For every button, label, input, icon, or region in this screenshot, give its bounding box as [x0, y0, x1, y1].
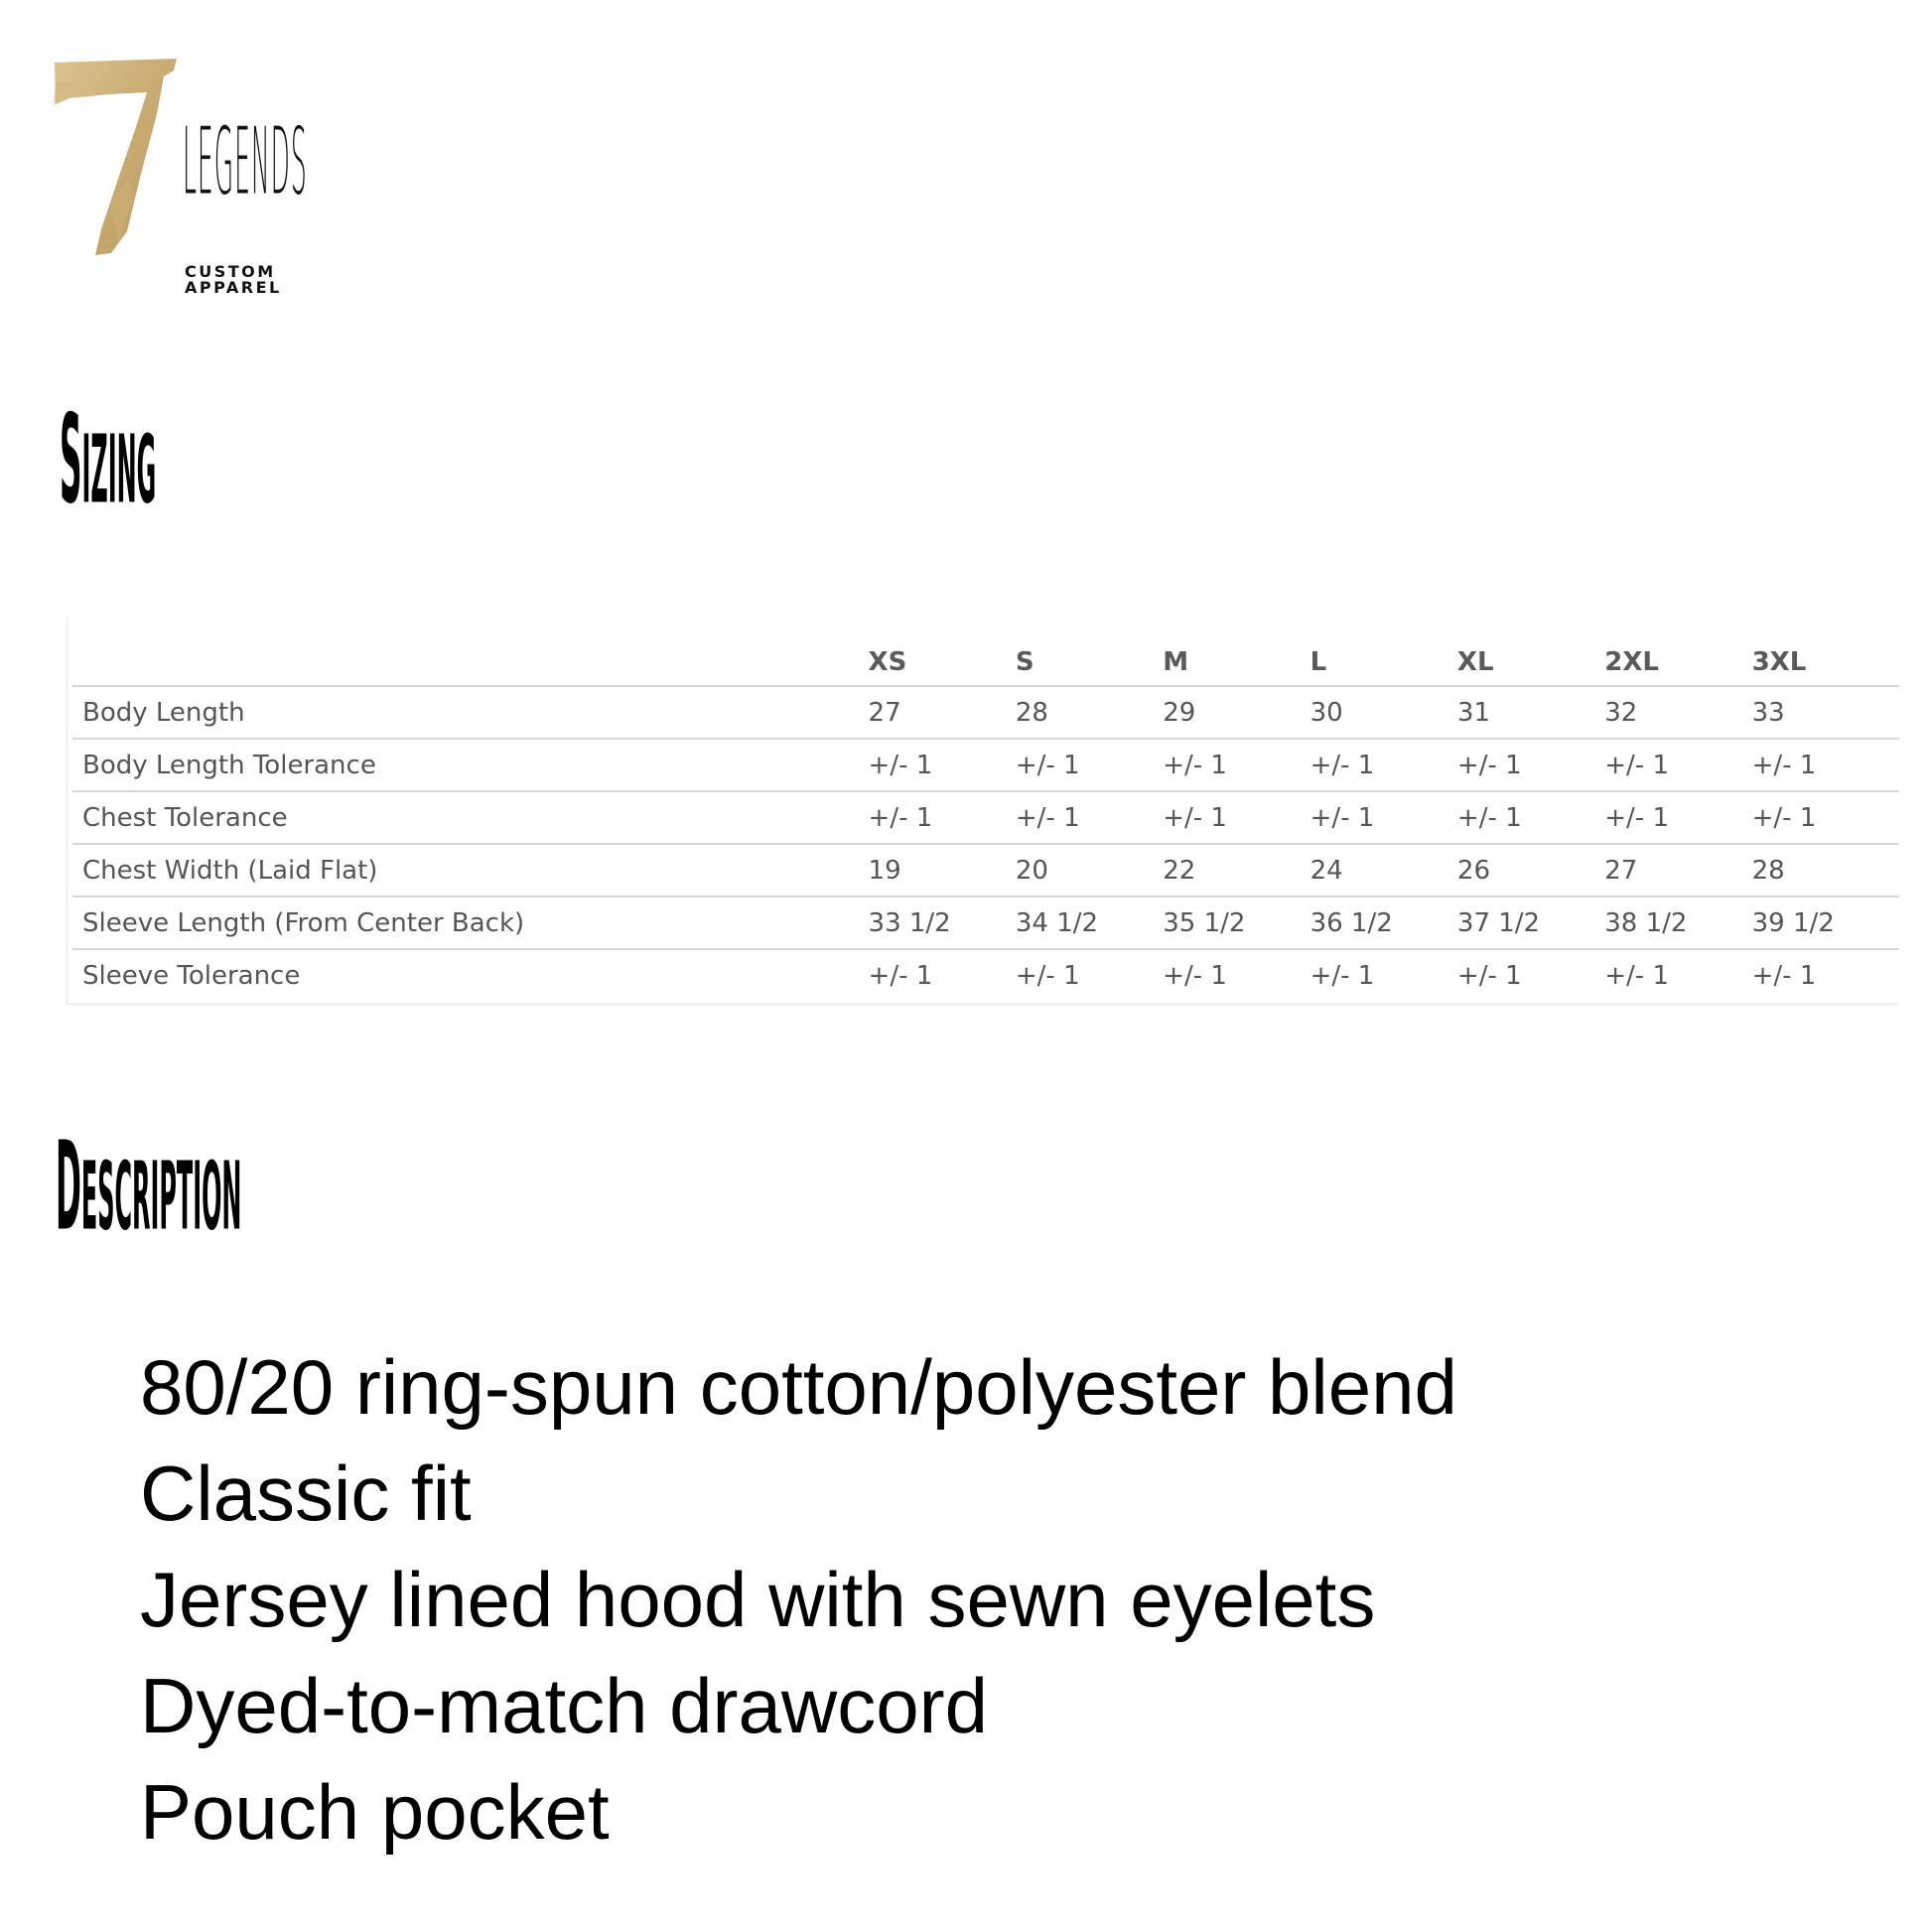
- row-label: Chest Tolerance: [72, 791, 869, 844]
- table-cell: +/- 1: [1015, 960, 1080, 991]
- list-item: Dyed-to-match drawcord: [140, 1662, 988, 1749]
- table-cell: +/- 1: [1751, 960, 1817, 991]
- header-blank: [72, 618, 869, 686]
- table-cell: +/- 1: [1163, 739, 1310, 791]
- table-cell: 34 1/2: [1016, 897, 1163, 949]
- table-cell: 20: [1016, 844, 1163, 897]
- header-size: 2XL: [1604, 618, 1751, 686]
- table-cell: 27: [1604, 844, 1751, 897]
- table-cell: +/- 1: [1311, 791, 1457, 844]
- table-row: [72, 844, 1899, 897]
- table-cell: +/- 1: [1604, 960, 1669, 991]
- table-cell: +/- 1: [1456, 960, 1522, 991]
- table-cell: +/- 1: [1016, 739, 1163, 791]
- table-cell: +/- 1: [869, 791, 1016, 844]
- table-row: [72, 686, 1899, 739]
- logo-wordmark: LEGENDS: [183, 108, 308, 215]
- size-chart: [67, 618, 1897, 1005]
- row-label: Chest Width (Laid Flat): [72, 844, 869, 897]
- row-label: Sleeve Tolerance: [82, 960, 301, 991]
- table-cell: +/- 1: [1457, 791, 1604, 844]
- table-cell: +/- 1: [1016, 791, 1163, 844]
- table-cell: 37 1/2: [1457, 897, 1604, 949]
- size-header-row: [72, 618, 1899, 686]
- table-cell: +/- 1: [1604, 739, 1751, 791]
- description-list: [140, 1342, 1457, 1873]
- table-cell: 27: [869, 686, 1016, 739]
- table-cell: +/- 1: [1311, 739, 1457, 791]
- table-cell: 36 1/2: [1311, 897, 1457, 949]
- table-cell: +/- 1: [1604, 791, 1751, 844]
- table-row: [72, 739, 1899, 791]
- header-size: XS: [869, 618, 1016, 686]
- table-cell: 26: [1457, 844, 1604, 897]
- table-cell: 19: [869, 844, 1016, 897]
- table-row: [72, 949, 1899, 1001]
- table-cell: +/- 1: [869, 739, 1016, 791]
- table-cell: +/- 1: [868, 960, 933, 991]
- sizing-heading-rest: IZING: [81, 414, 157, 525]
- logo-tagline: CUSTOM APPAREL: [185, 262, 282, 297]
- table-cell: +/- 1: [1457, 739, 1604, 791]
- table-cell: 33: [1752, 686, 1899, 739]
- header-size: L: [1311, 618, 1457, 686]
- list-item: Pouch pocket: [140, 1768, 610, 1856]
- list-item: 80/20 ring-spun cotton/polyester blend: [140, 1343, 1457, 1431]
- size-table: [72, 618, 1899, 1001]
- table-cell: 28: [1016, 686, 1163, 739]
- description-heading-cap: D: [56, 1116, 81, 1260]
- description-heading: [56, 1116, 242, 1260]
- header-size: S: [1016, 618, 1163, 686]
- header-size: XL: [1457, 618, 1604, 686]
- sizing-heading-cap: S: [60, 389, 82, 533]
- table-cell: 30: [1311, 686, 1457, 739]
- table-cell: +/- 1: [1310, 960, 1375, 991]
- row-label: Sleeve Length (From Center Back): [72, 897, 869, 949]
- table-cell: 32: [1604, 686, 1751, 739]
- row-label: Body Length Tolerance: [72, 739, 869, 791]
- table-row: [72, 897, 1899, 949]
- row-label: Body Length: [72, 686, 869, 739]
- table-cell: +/- 1: [1163, 960, 1227, 991]
- list-item: Jersey lined hood with sewn eyelets: [140, 1556, 1376, 1643]
- brand-logo: [50, 55, 347, 297]
- table-cell: 31: [1457, 686, 1604, 739]
- table-cell: 39 1/2: [1752, 897, 1899, 949]
- table-cell: +/- 1: [1752, 739, 1899, 791]
- table-cell: 28: [1752, 844, 1899, 897]
- table-cell: 22: [1163, 844, 1310, 897]
- table-cell: 33 1/2: [869, 897, 1016, 949]
- list-item: Classic fit: [140, 1449, 472, 1537]
- table-cell: +/- 1: [1752, 791, 1899, 844]
- sizing-heading: [60, 389, 157, 533]
- table-row: [72, 791, 1899, 844]
- table-cell: 38 1/2: [1604, 897, 1751, 949]
- header-size: 3XL: [1752, 618, 1899, 686]
- table-cell: 35 1/2: [1163, 897, 1310, 949]
- table-cell: 29: [1163, 686, 1310, 739]
- header-size: M: [1163, 618, 1310, 686]
- table-cell: 24: [1311, 844, 1457, 897]
- table-cell: +/- 1: [1163, 791, 1310, 844]
- description-heading-rest: ESCRIPTION: [80, 1141, 242, 1252]
